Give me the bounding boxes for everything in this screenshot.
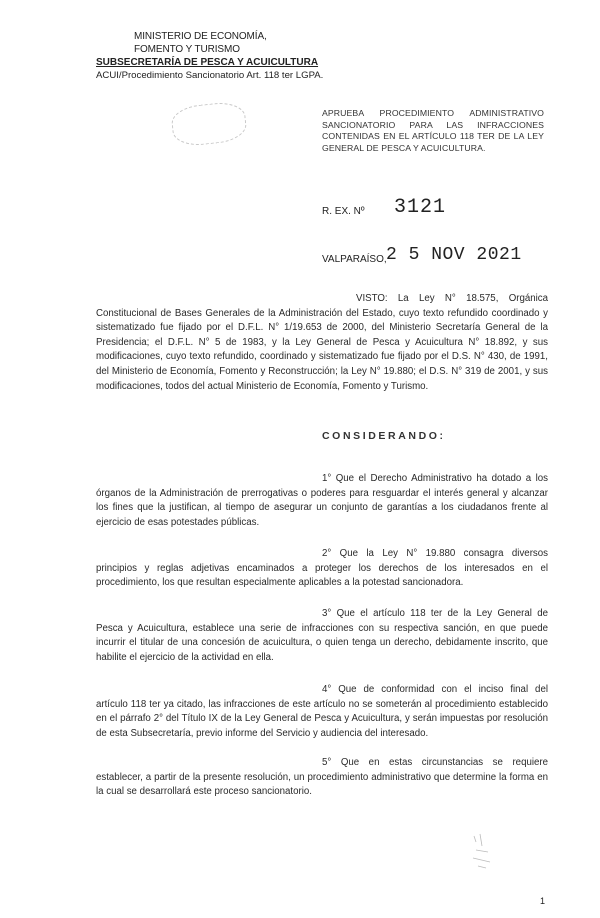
considerando-3: 3° Que el artículo 118 ter de la Ley General de Pesca y Acuicultura, establece una serie de infracciones con su respectiva sanción, en que puede incurrir el titular de una concesión de acuicultura, o quien tenga un derecho, debidamente inscrito, que habilite el ejercicio de la actividad en ella.	[96, 608, 548, 663]
resolution-summary: APRUEBA PROCEDIMIENTO ADMINISTRATIVO SANCIONATORIO PARA LAS INFRACCIONES CONTENIDAS EN EL ARTÍCULO 118 TER DE LA LEY GENERAL DE PESCA Y ACUICULTURA.	[322, 108, 544, 153]
ministry-line-2: FOMENTO Y TURISMO	[134, 44, 240, 55]
considerando-1: 1° Que el Derecho Administrativo ha dotado a los órganos de la Administración de prerrogativas o poderes para resguardar el interés general y alcanzar los fines que la justifican, al tiempo de asegurar un conjunto de garantías a los ciudadanos frente al ejercicio de esas potestades públicas.	[96, 473, 548, 528]
considerando-2: 2° Que la Ley N° 19.880 consagra diversos principios y reglas adjetivas encaminados a proteger los derechos de los interesados en el procedimiento, los que resultan especialmente aplicables a la potestad sancionadora.	[96, 548, 548, 589]
reference-line: ACUI/Procedimiento Sancionatorio Art. 118 ter LGPA.	[96, 70, 324, 81]
page-number: 1	[540, 896, 546, 906]
date-stamp: 2 5 NOV 2021	[386, 245, 522, 265]
considerando-4: 4° Que de conformidad con el inciso final del artículo 118 ter ya citado, las infracciones de este artículo no se someterán al procedimiento establecido en el párrafo 2° del Título IX de la Ley General de Pesca y Acuicultura, y serán impuestas por resolución de esta Subsecretaría, previo informe del Servicio y audiencia del interesado.	[96, 684, 548, 739]
stamp-mark	[170, 100, 248, 148]
subsecretaria-line: SUBSECRETARÍA DE PESCA Y ACUICULTURA	[96, 57, 319, 68]
place-label: VALPARAÍSO,	[322, 254, 387, 265]
considerando-5: 5° Que en estas circunstancias se requiere establecer, a partir de la presente resolución, un procedimiento administrativo que determine la forma en la cual se desarrollará este proceso sancionatorio.	[96, 757, 548, 798]
resolution-number: 3121	[394, 196, 447, 219]
visto-paragraph: VISTO: La Ley N° 18.575, Orgánica Constitucional de Bases Generales de la Administración del Estado, cuyo texto refundido coordinado y sistematizado fue fijado por el D.F.L. N° 1/19.653 de 2000, del Ministerio Secretaría General de la Presidencia; el D.F.L. N° 5 de 1983, y la Ley General de Pesca y Acuicultura N° 18.892, y sus modificaciones, cuyo texto refundido, coordinado y sistematizado fue fijado por el D.S. N° 430, de 1991, del Ministerio de Economía, Fomento y Reconstrucción; la Ley N° 19.880; el D.S. N° 319 de 2001, y sus modificaciones, todos del actual Ministerio de Economía, Fomento y Turismo.	[96, 293, 548, 392]
letterhead	[96, 30, 323, 82]
initials-mark	[470, 832, 494, 870]
ministry-line-1: MINISTERIO DE ECONOMÍA,	[134, 31, 267, 42]
resolution-label: R. EX. Nº	[322, 206, 365, 217]
considerando-heading: CONSIDERANDO:	[322, 430, 446, 442]
